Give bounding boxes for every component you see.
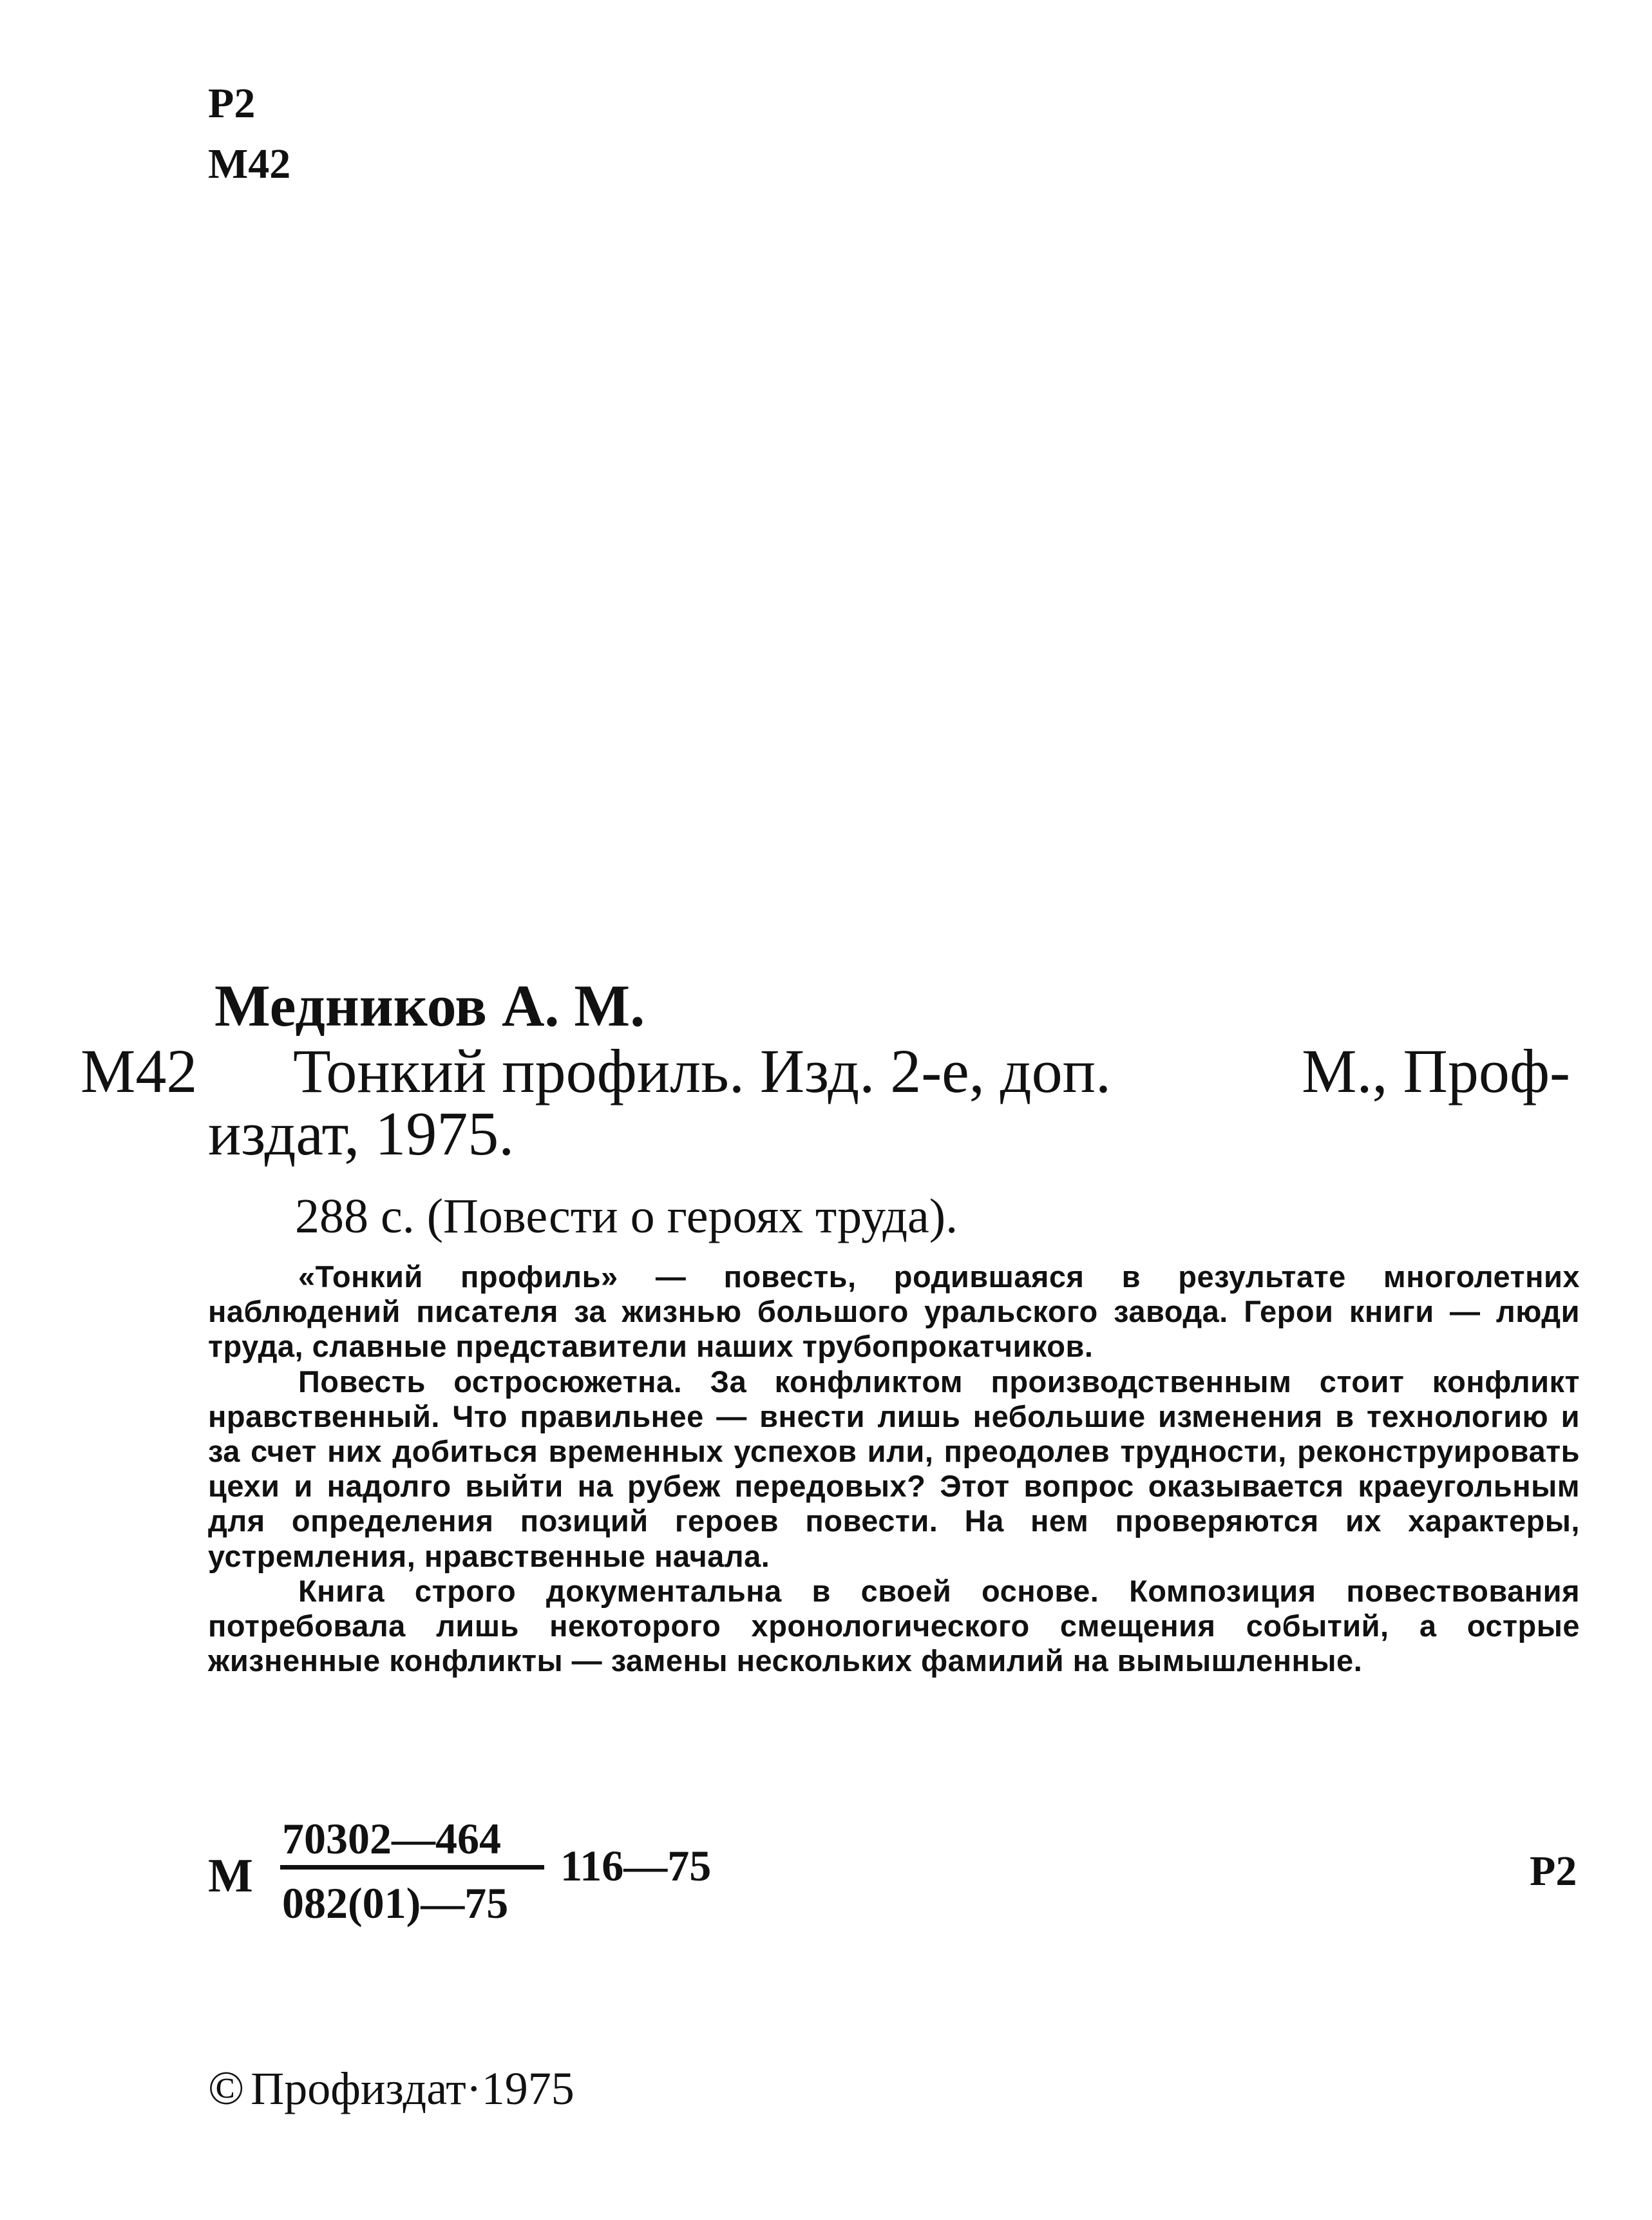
annotation-paragraph: Повесть остросюжетна. За конфликтом производственным стоит конфликт нравственный. Что правильнее — внести лишь небольшие изменения в технологию и за счет них добиться временных успехов или, преодолев трудности, реконструировать цехи и надолго выйти на рубеж передовых? Этот вопрос оказывается краеугольным для определения позиций героев повести. На нем проверяются их характеры, устремления, нравственные начала. xyxy=(208,1364,1580,1573)
copyright-icon: © xyxy=(208,2062,245,2115)
copyright-text: Профиздат·1975 xyxy=(251,2063,574,2114)
index-class-code: Р2 xyxy=(208,80,256,127)
copyright xyxy=(208,2062,574,2115)
annotation-paragraph: «Тонкий профиль» — повесть, родившаяся в результате многолетних наблюдений писателя за жизнью большого уральского завода. Герои книги — люди труда, славные представители наших трубопрокатчиков. xyxy=(208,1259,1580,1364)
card-index-mark: М42 xyxy=(81,1037,198,1105)
card-author: Медников А. М. xyxy=(214,973,645,1038)
formula-class-code: Р2 xyxy=(1530,1848,1577,1895)
card-pages-series: 288 с. (Повести о героях труда). xyxy=(295,1189,958,1243)
formula-denominator: 082(01)—75 xyxy=(282,1879,509,1928)
formula-numerator: 70302—464 xyxy=(282,1814,501,1863)
formula-fraction-line xyxy=(280,1865,544,1870)
index-author-code: М42 xyxy=(208,140,291,187)
formula-letter: М xyxy=(208,1850,253,1902)
formula-code: 116—75 xyxy=(560,1841,712,1890)
card-publisher: М., Проф- xyxy=(1302,1037,1570,1105)
card-title-line-2: издат, 1975. xyxy=(208,1099,515,1168)
card-title: Тонкий профиль. Изд. 2-е, доп. xyxy=(293,1037,1111,1105)
annotation xyxy=(208,1259,1580,1678)
annotation-paragraph: Книга строго документальна в своей основе. Композиция повествования потребовала лишь некоторого хронологического смещения событий, а острые жизненные конфликты — замены нескольких фамилий на вымышленные. xyxy=(208,1573,1580,1678)
